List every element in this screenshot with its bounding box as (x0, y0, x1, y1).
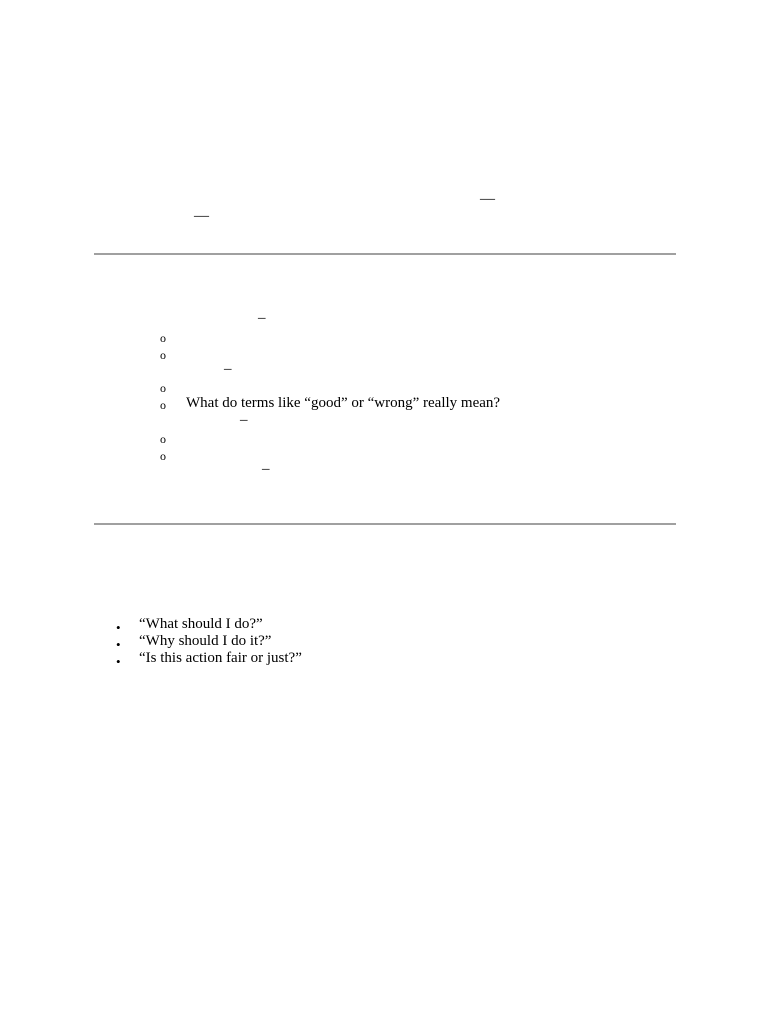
list-bullet: o (160, 398, 166, 412)
list-bullet: o (160, 348, 166, 362)
en-dash: – (258, 310, 266, 326)
list-bullet: o (160, 432, 166, 446)
en-dash: – (262, 461, 270, 477)
em-dash: — (194, 208, 209, 224)
question-item: “Is this action fair or just?” (139, 650, 302, 666)
list-bullet: • (116, 620, 121, 635)
list-item-text: What do terms like “good” or “wrong” really mean? (186, 395, 501, 411)
question-item: “What should I do?” (139, 616, 263, 632)
en-dash: – (224, 361, 232, 377)
question-item: “Why should I do it?” (139, 633, 272, 649)
em-dash: — (480, 191, 495, 207)
list-bullet: o (160, 331, 166, 345)
list-bullet: o (160, 449, 166, 463)
list-bullet: o (160, 381, 166, 395)
list-bullet: • (116, 637, 121, 652)
en-dash: – (240, 412, 248, 428)
horizontal-rule (94, 523, 676, 525)
horizontal-rule (94, 253, 676, 255)
list-bullet: • (116, 654, 121, 669)
